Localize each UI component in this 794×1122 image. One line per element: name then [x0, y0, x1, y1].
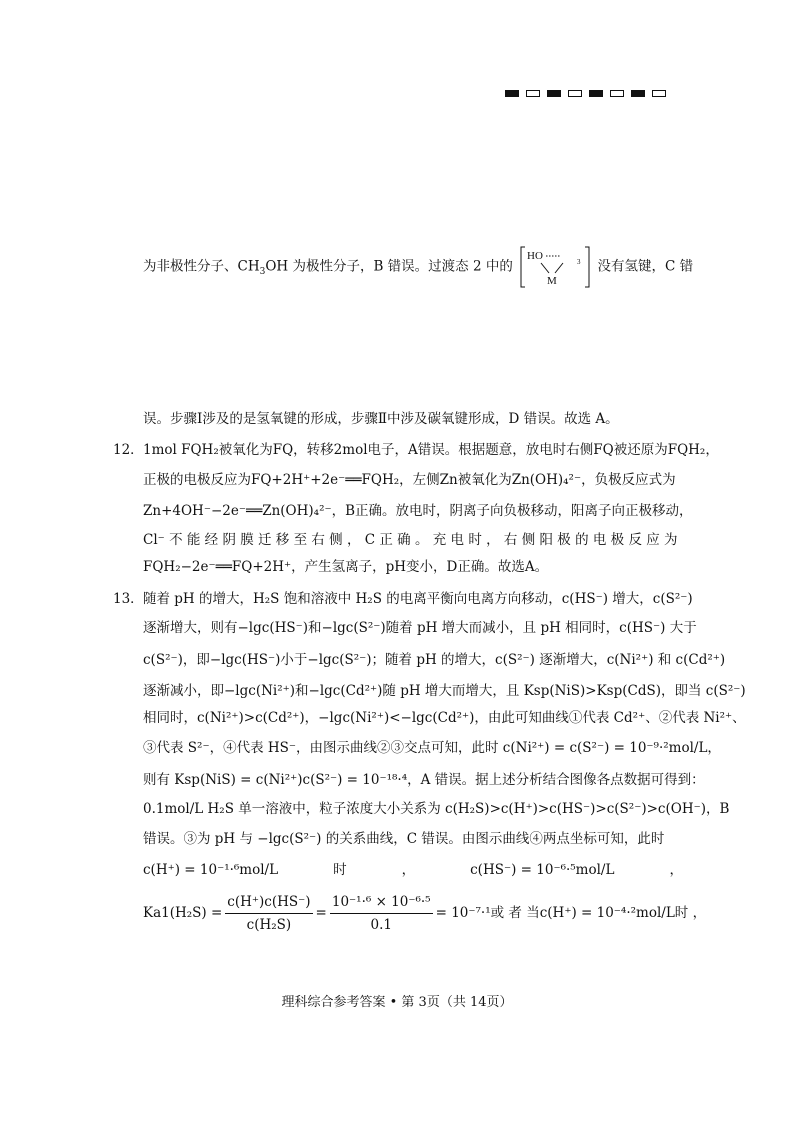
eq-ch-plus-2: c(H⁺) = 10⁻⁴·²mol/L: [539, 905, 675, 921]
struct-m: M: [547, 275, 557, 287]
svg-text:3: 3: [577, 258, 581, 266]
text-seg: 没有氢键，C 错: [597, 258, 694, 275]
header-mark: [547, 90, 561, 97]
fraction-2: [330, 892, 433, 935]
q12-line-2: 正极的电极反应为FQ+2H⁺+2e⁻══FQH₂，左侧Zn被氧化为Zn(OH)₄²⁻，负极反应式为: [143, 472, 676, 488]
header-mark: [526, 90, 540, 97]
q12-line-4: Cl⁻ 不 能 经 阴 膜 迁 移 至 右 侧 ， C 正 确 。 充 电 时 ， 右 侧 阳 极 的 电 极 反 应 为: [143, 532, 678, 548]
ka1-equation: [143, 892, 491, 935]
equals: =: [315, 905, 327, 921]
q13-line-3: c(S²⁻)，即−lgc(HS⁻)小于−lgc(S²⁻)；随着 pH 的增大，c(S²⁻) 逐渐增大，c(Ni²⁺) 和 c(Cd²⁺): [143, 652, 726, 668]
ka1-result: = 10⁻⁷·¹: [435, 905, 491, 921]
fraction-2-denominator: 0.1: [370, 916, 392, 933]
q13-line-6: ③代表 S²⁻，④代表 HS⁻，由图示曲线②③交点可知，此时 c(Ni²⁺) = c(S²⁻) = 10⁻⁹·²mol/L，: [143, 740, 721, 756]
cont-line-2: 误。步骤Ⅰ涉及的是氢氧键的形成，步骤Ⅱ中涉及碳氧键形成，D 错误。故选 A。: [143, 411, 619, 427]
q13-line-8: 0.1mol/L H₂S 单一溶液中，粒子浓度大小关系为 c(H₂S)>c(H⁺)>c(HS⁻)>c(S²⁻)>c(OH⁻)，B: [143, 801, 730, 817]
q13-line-9: 错误。③为 pH 与 −lgc(S²⁻) 的关系曲线，C 错误。由图示曲线④两点坐标可知，此时: [143, 831, 665, 847]
header-marks: [505, 90, 666, 97]
header-mark: [610, 90, 624, 97]
cont-line-1: 为非极性分子、$CH_3OH$ 为极性分子，B 错误。过渡态 2 中的 HO 3 M 没有氢键，C 错: [143, 245, 693, 289]
q12-line-3: Zn+4OH⁻−2e⁻══Zn(OH)₄²⁻，B正确。放电时，阴离子向负极移动，阳离子向正极移动，: [143, 503, 693, 519]
q13-line-4: 逐渐减小，即−lgc(Ni²⁺)和−lgc(Cd²⁺)随 pH 增大而增大，且 Ksp(NiS)>Ksp(CdS)，即当 c(S²⁻): [143, 683, 746, 699]
transition-state-structure: [519, 245, 591, 289]
fraction-1-denominator: c(H₂S): [246, 916, 292, 933]
header-mark: [631, 90, 645, 97]
eq-ch-plus: c(H⁺) = 10⁻¹·⁶mol/L: [143, 862, 279, 878]
q13-line-1: 随着 pH 的增大，H₂S 饱和溶液中 H₂S 的电离平衡向电离方向移动，c(HS⁻) 增大，c(S²⁻): [143, 591, 693, 607]
q13-number: 13．: [113, 591, 144, 607]
header-mark: [589, 90, 603, 97]
q13-line-5: 相同时，c(Ni²⁺)>c(Cd²⁺)，−lgc(Ni²⁺)<−lgc(Cd²⁺)，由此可知曲线①代表 Cd²⁺、②代表 Ni²⁺、: [143, 710, 746, 726]
q13-line-11: [143, 893, 707, 933]
eq-chs: c(HS⁻) = 10⁻⁶·⁵mol/L: [470, 862, 615, 878]
text-seg: 时: [333, 862, 347, 878]
ka1-label: Ka1(H₂S) =: [143, 905, 223, 921]
q13-line-10: [143, 860, 683, 880]
header-mark: [505, 90, 519, 97]
fraction-2-numerator: 10⁻¹·⁶ × 10⁻⁶·⁵: [330, 892, 433, 914]
fraction-1-numerator: c(H⁺)c(HS⁻): [225, 892, 312, 914]
q13-line-2: 逐渐增大，则有−lgc(HS⁻)和−lgc(S²⁻)随着 pH 增大而减小，且 pH 相同时，c(HS⁻) 大于: [143, 620, 697, 636]
page-footer: 理科综合参考答案 • 第 3页（共 14页）: [281, 995, 513, 1010]
struct-ho: HO: [527, 250, 544, 262]
q12-line-5: FQH₂−2e⁻══FQ+2H⁺，产生氢离子，pH变小，D正确。故选A。: [143, 559, 549, 575]
header-mark: [568, 90, 582, 97]
q13-line-7: 则有 Ksp(NiS) = c(Ni²⁺)c(S²⁻) = 10⁻¹⁸·⁴，A 错误。据上述分析结合图像各点数据可得到：: [143, 772, 705, 788]
text-seg: 时 ，: [674, 905, 707, 921]
text-seg: 或 者 当: [490, 905, 540, 921]
text-seg: ，: [401, 862, 416, 878]
q12-line-1: 1mol FQH₂被氧化为FQ，转移2mol电子，A错误。根据题意，放电时右侧FQ被还原为FQH₂，: [143, 442, 719, 458]
fraction-1: [225, 892, 312, 935]
q12-number: 12．: [113, 442, 144, 458]
text-seg: OH 为极性分子，B 错误。过渡态 2 中的: [265, 258, 513, 275]
text-seg: ，: [669, 862, 683, 878]
header-mark: [652, 90, 666, 97]
text-seg: 为非极性分子、CH: [143, 258, 260, 275]
